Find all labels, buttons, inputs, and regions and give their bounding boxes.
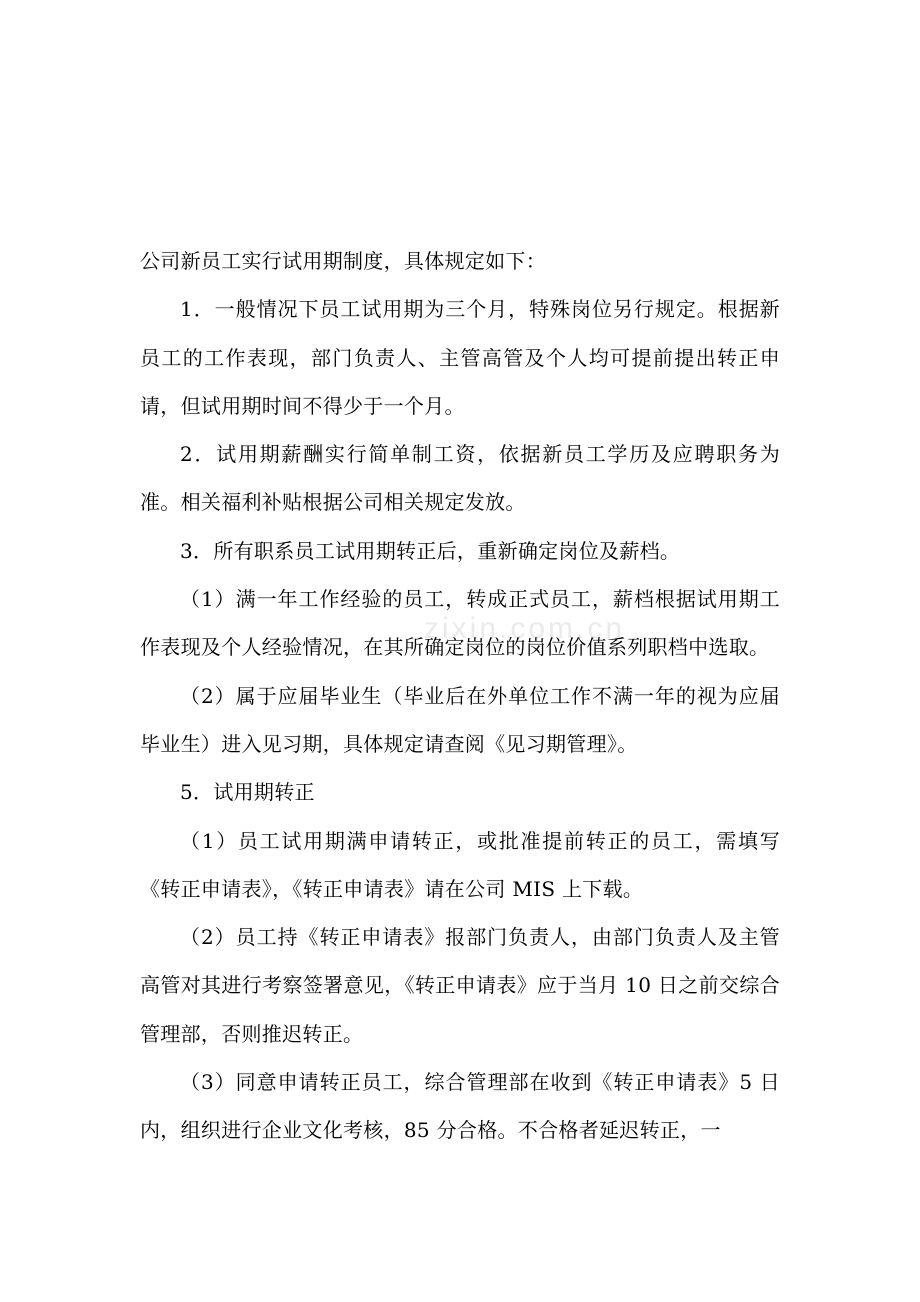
clause-5-heading: 5．试用期转正 [180, 780, 315, 805]
clause-3-paragraph: 3．所有职系员工试用期转正后，重新确定岗位及薪档。 [180, 538, 681, 563]
clause-5-item-1-paragraph: （1）员工试用期满申请转正，或批准提前转正的员工，需填写《转正申请表》，《转正申请表》请在公司 MIS 上下载。 [140, 828, 780, 901]
watermark: zixin.com.cn [424, 612, 626, 645]
clause-1-paragraph: 1．一般情况下员工试用期为三个月，特殊岗位另行规定。根据新员工的工作表现，部门负责人、主管高管及个人均可提前提出转正申请，但试用期时间不得少于一个月。 [140, 297, 780, 418]
clause-5-item-3-paragraph: （3）同意申请转正员工，综合管理部在收到《转正申请表》5 日内，组织进行企业文化考核，85 分合格。不合格者延迟转正，一 [140, 1070, 780, 1143]
intro-paragraph: 公司新员工实行试用期制度，具体规定如下： [140, 249, 546, 273]
clause-3-item-1-paragraph: （1）满一年工作经验的员工，转成正式员工，薪档根据试用期工作表现及个人经验情况，在其所确定岗位的岗位价值系列职档中选取。 [140, 587, 780, 660]
clause-3-item-2-paragraph: （2）属于应届毕业生（毕业后在外单位工作不满一年的视为应届毕业生）进入见习期，具体规定请查阅《见习期管理》。 [140, 683, 780, 756]
document-body [140, 237, 780, 1155]
clause-5-item-2-paragraph: （2）员工持《转正申请表》报部门负责人，由部门负责人及主管高管对其进行考察签署意见，《转正申请表》应于当月 10 日之前交综合管理部，否则推迟转正。 [140, 925, 780, 1046]
clause-2-paragraph: 2．试用期薪酬实行简单制工资，依据新员工学历及应聘职务为准。相关福利补贴根据公司相关规定发放。 [140, 442, 780, 515]
